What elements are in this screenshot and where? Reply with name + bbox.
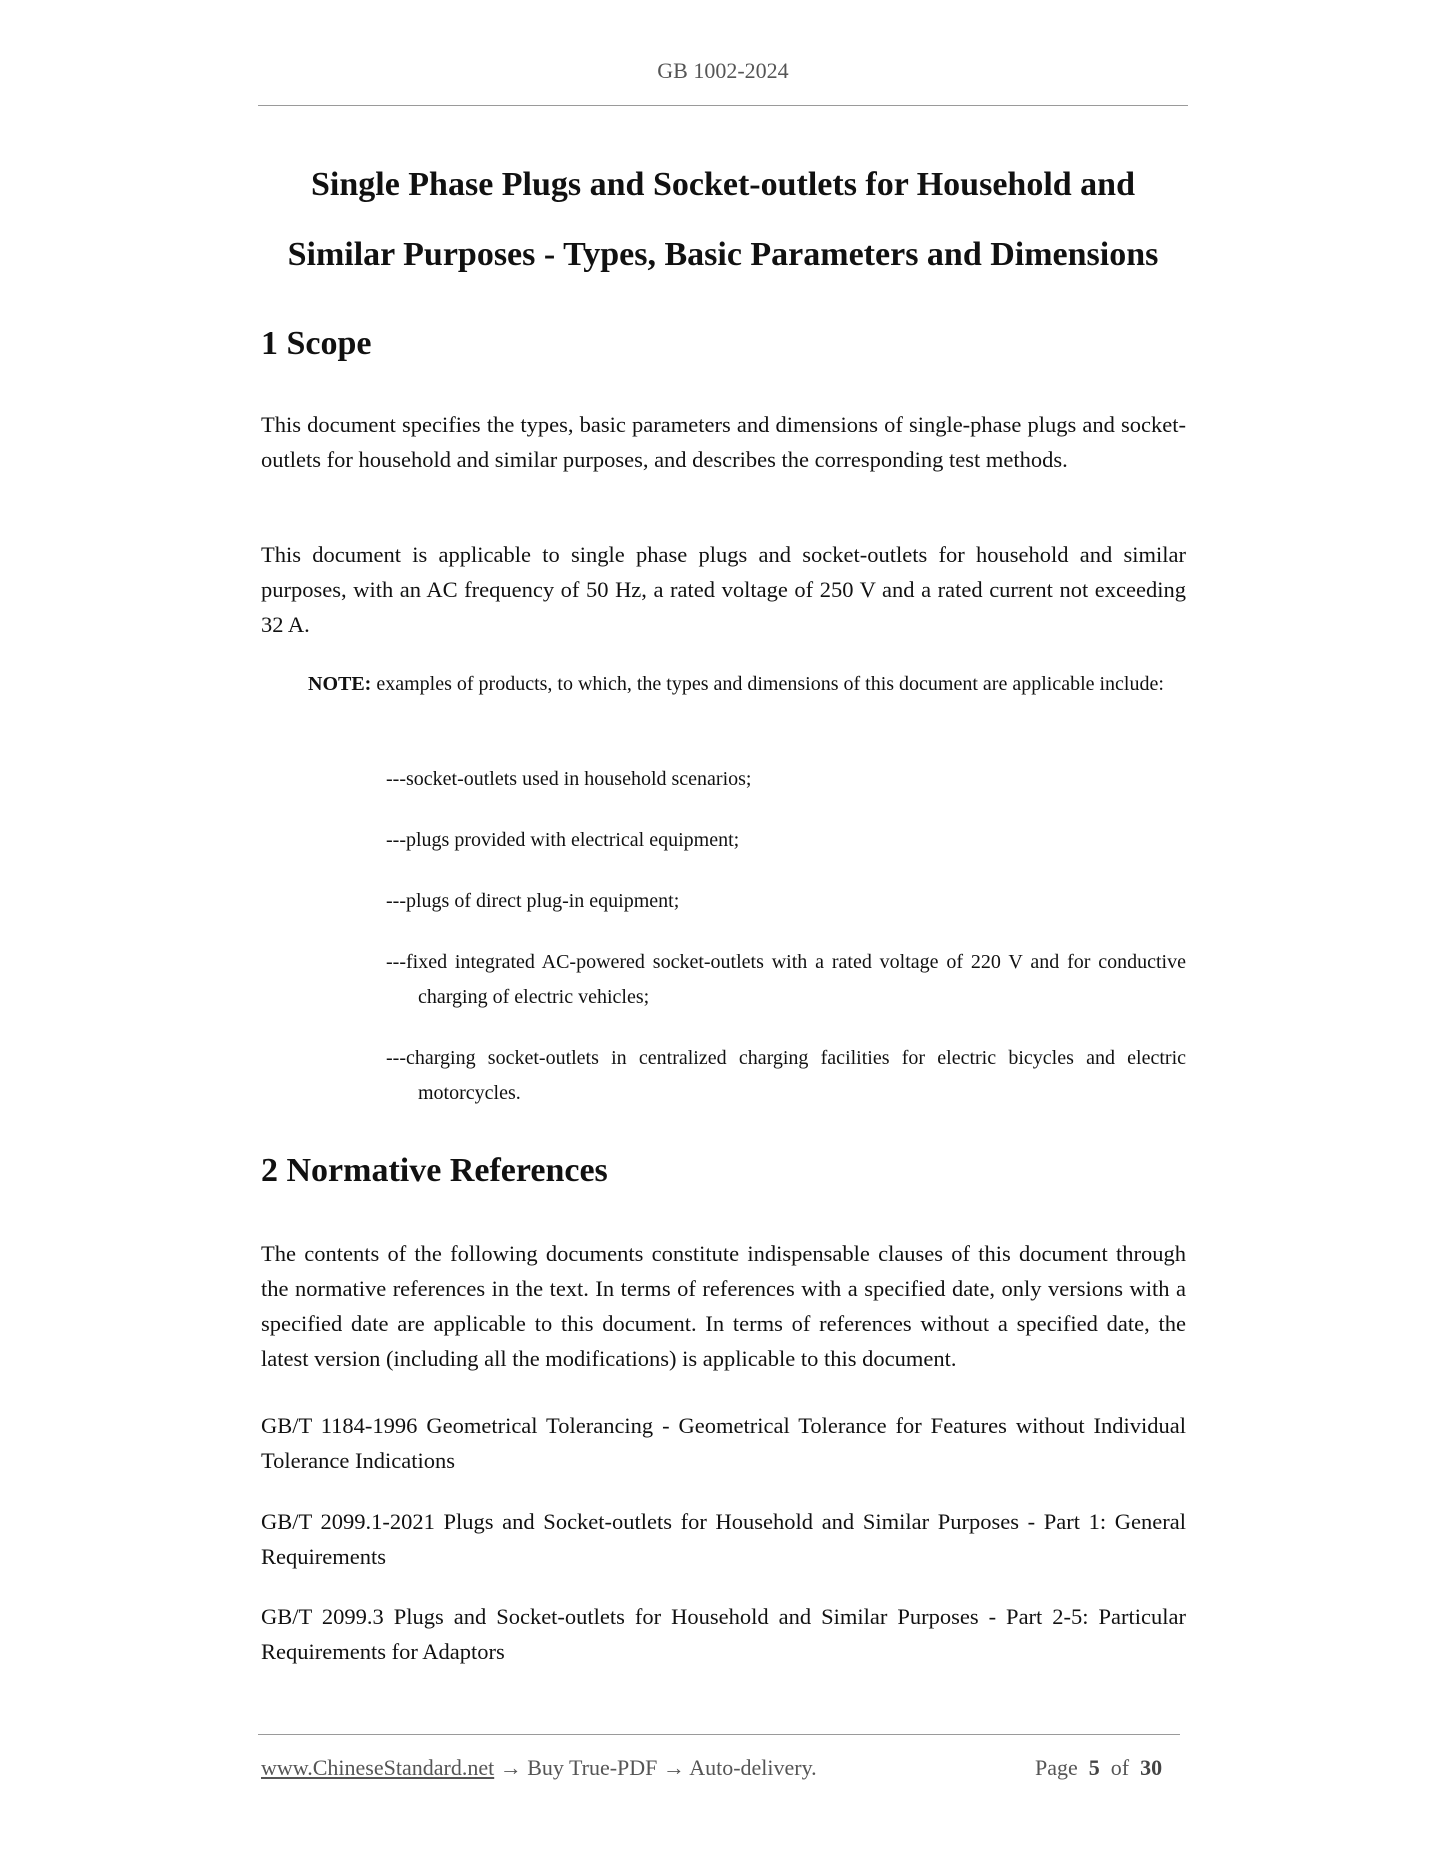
normative-references-paragraph: The contents of the following documents constitute indispensable clauses of this document through the normative references in the text. In terms of references with a specified date, only versions with a specified date are applicable to this document. In terms of references without a specified date, the latest version (including all the modifications) is applicable to this document. bbox=[261, 1241, 1186, 1371]
note-list-item: ---socket-outlets used in household scenarios; bbox=[386, 768, 752, 790]
page-word: Page bbox=[1035, 1755, 1078, 1780]
section-heading-normative-references: 2 Normative References bbox=[261, 1152, 608, 1189]
note-list-item: ---fixed integrated AC-powered socket-outlets with a rated voltage of 220 V and for conductive charging of electric vehicles; bbox=[386, 951, 1186, 1008]
running-header: GB 1002-2024 bbox=[657, 58, 789, 83]
of-word: of bbox=[1110, 1755, 1130, 1780]
note-list-item: ---plugs of direct plug-in equipment; bbox=[386, 890, 680, 912]
footer-tagline: → Buy True-PDF → Auto-delivery. bbox=[494, 1755, 817, 1780]
scope-note bbox=[308, 667, 1186, 702]
reference-item: GB/T 2099.3 Plugs and Socket-outlets for Household and Similar Purposes - Part 2-5: Particular Requirements for Adaptors bbox=[261, 1604, 1186, 1664]
note-list-item: ---charging socket-outlets in centralized charging facilities for electric bicycles and electric motorcycles. bbox=[386, 1047, 1186, 1104]
page-indicator bbox=[1035, 1755, 1162, 1781]
note-label: NOTE: bbox=[308, 673, 372, 695]
footer-left bbox=[261, 1755, 817, 1781]
header-rule bbox=[258, 105, 1188, 106]
document-title-line-1: Single Phase Plugs and Socket-outlets for Household and bbox=[310, 166, 1135, 203]
scope-paragraph-2: This document is applicable to single phase plugs and socket-outlets for household and similar purposes, with an AC frequency of 50 Hz, a rated voltage of 250 V and a rated current not exceeding 32 A. bbox=[261, 542, 1186, 637]
note-list-item: ---plugs provided with electrical equipment; bbox=[386, 829, 740, 851]
section-heading-scope: 1 Scope bbox=[261, 325, 372, 362]
total-page-count: 30 bbox=[1140, 1755, 1163, 1780]
document-title bbox=[258, 150, 1188, 290]
note-text: examples of products, to which, the types and dimensions of this document are applicable include: bbox=[376, 673, 1164, 695]
current-page-number: 5 bbox=[1088, 1755, 1100, 1780]
website-link[interactable]: www.ChineseStandard.net bbox=[261, 1755, 495, 1780]
reference-item: GB/T 2099.1-2021 Plugs and Socket-outlets for Household and Similar Purposes - Part 1: General Requirements bbox=[261, 1509, 1186, 1569]
document-title-line-2: Similar Purposes - Types, Basic Parameters and Dimensions bbox=[287, 236, 1159, 273]
scope-paragraph-1: This document specifies the types, basic parameters and dimensions of single-phase plugs and socket-outlets for household and similar purposes, and describes the corresponding test methods. bbox=[261, 412, 1186, 472]
reference-item: GB/T 1184-1996 Geometrical Tolerancing - Geometrical Tolerance for Features without Individual Tolerance Indications bbox=[261, 1413, 1186, 1473]
footer-rule bbox=[258, 1734, 1180, 1735]
